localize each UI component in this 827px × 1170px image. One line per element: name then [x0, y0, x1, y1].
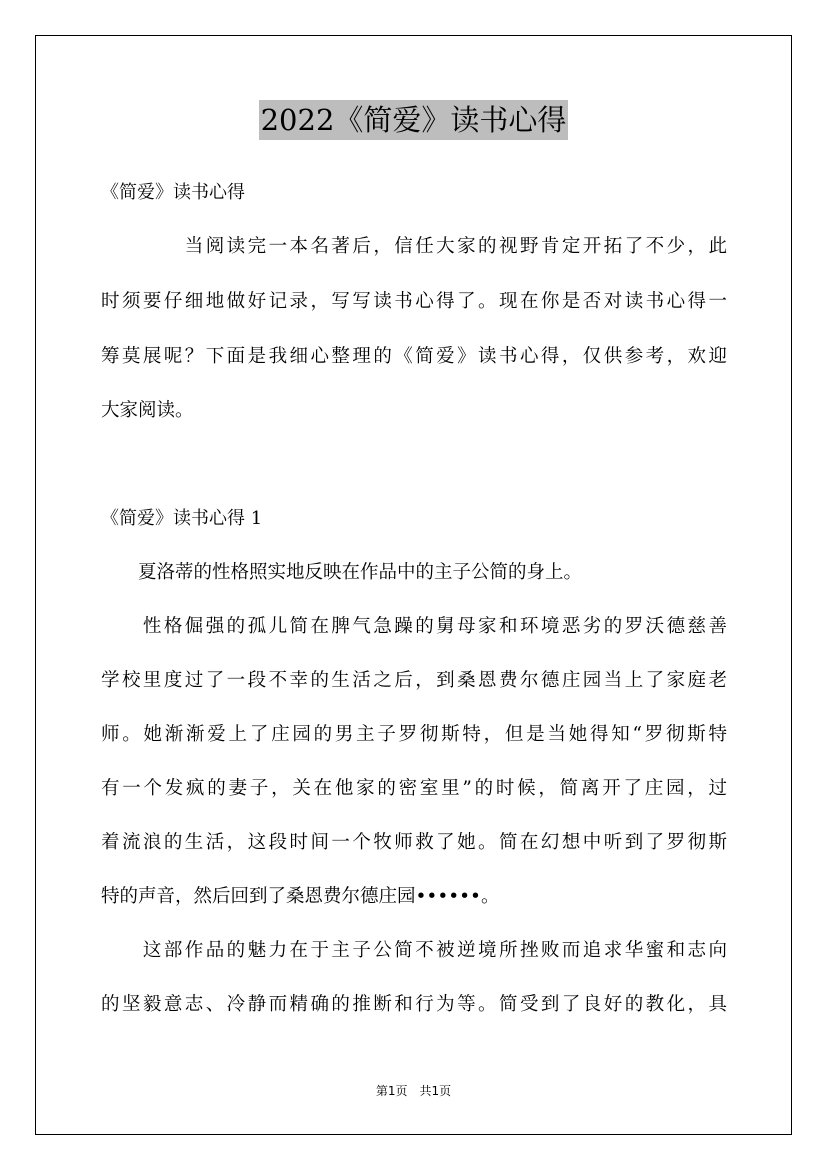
- intro-line: 大家阅读。: [101, 400, 194, 421]
- page-number-footer: 第1页 共1页: [375, 1084, 452, 1098]
- paragraph-line: 这部作品的魅力在于主子公简不被逆境所挫败而追求华蜜和志向: [101, 940, 727, 961]
- intro-line: 时须要仔细地做好记录，写写读书心得了。现在你是否对读书心得一: [101, 291, 727, 312]
- intro-line: 筹莫展呢？下面是我细心整理的《简爱》读书心得，仅供参考，欢迎: [101, 346, 727, 367]
- paragraph-line: 有一个发疯的妻子，关在他家的密室里”的时候，简离开了庄园，过: [101, 778, 727, 799]
- paragraph-line: 师。她渐渐爱上了庄园的男主子罗彻斯特，但是当她得知“罗彻斯特: [101, 724, 727, 745]
- document-title: 2022《简爱》读书心得: [259, 100, 569, 140]
- document-subtitle: 《简爱》读书心得: [101, 182, 245, 203]
- paragraph-line: 夏洛蒂的性格照实地反映在作品中的主子公简的身上。: [101, 562, 583, 583]
- paragraph-line: 学校里度过了一段不幸的生活之后，到桑恩费尔德庄园当上了家庭老: [101, 670, 727, 691]
- intro-line: 当阅读完一本名著后，信任大家的视野肯定开拓了不少，此: [101, 236, 727, 257]
- paragraph-line: 特的声音，然后回到了桑恩费尔德庄园••••••。: [101, 886, 500, 907]
- paragraph-line: 的坚毅意志、冷静而精确的推断和行为等。简受到了良好的教化，具: [101, 994, 727, 1015]
- paragraph-line: 着流浪的生活，这段时间一个牧师救了她。简在幻想中听到了罗彻斯: [101, 832, 727, 853]
- title-container: [0, 100, 827, 140]
- section-heading: 《简爱》读书心得 1: [101, 508, 263, 529]
- paragraph-line: 性格倔强的孤儿简在脾气急躁的舅母家和环境恶劣的罗沃德慈善: [101, 616, 727, 637]
